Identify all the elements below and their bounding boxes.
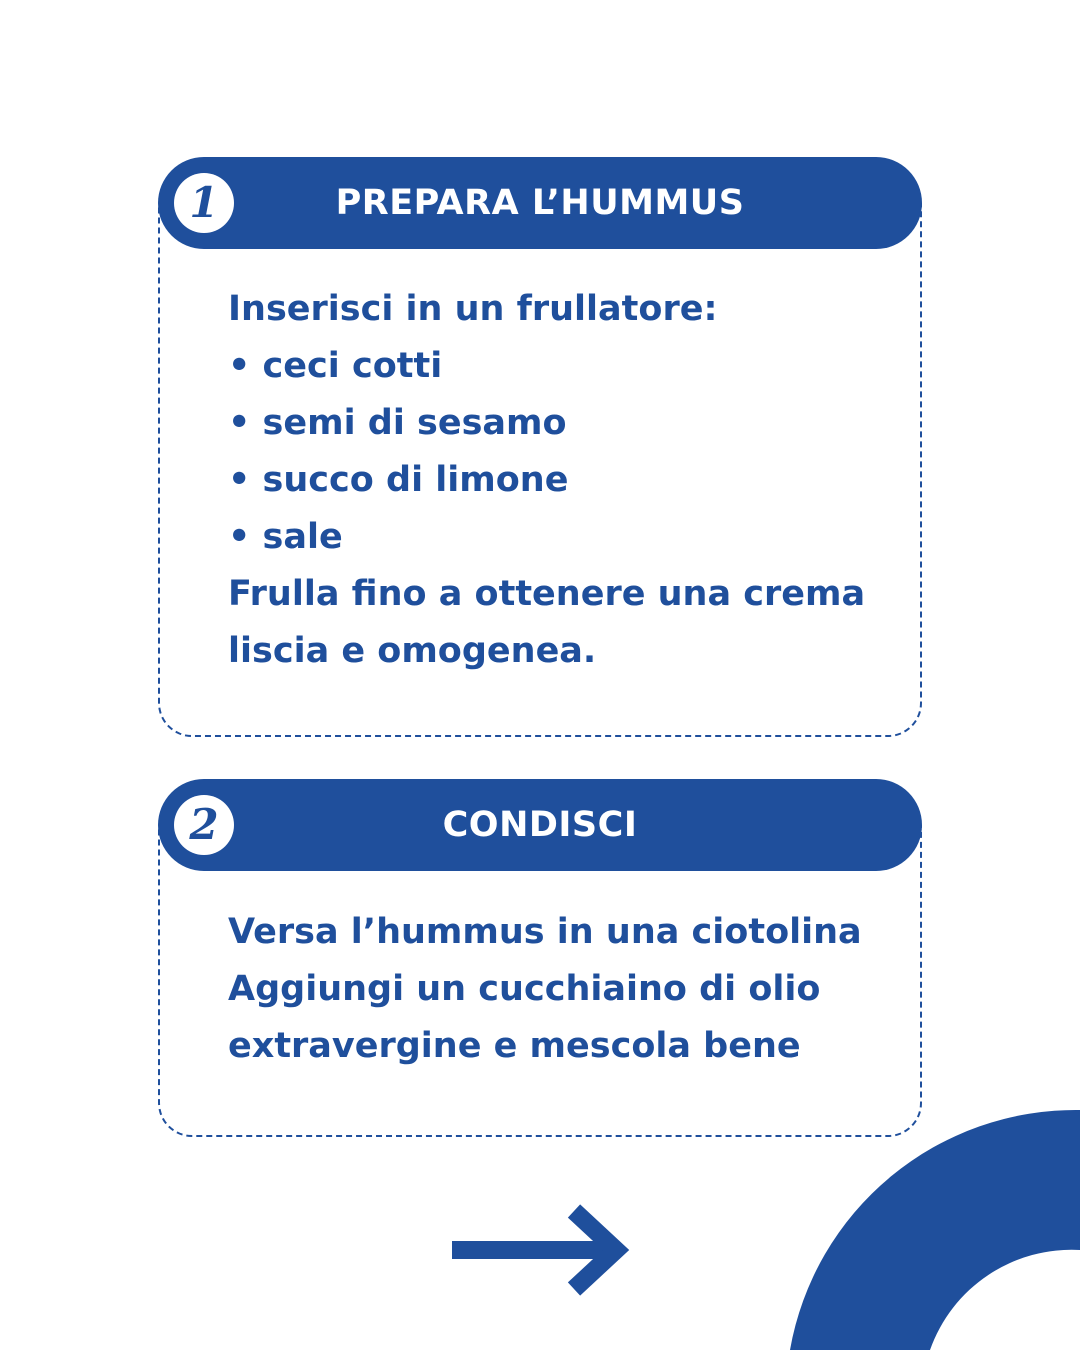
instruction-line: Versa l’hummus in una ciotolina — [228, 912, 862, 952]
instruction-line: Aggiungi un cucchiaino di olio — [228, 969, 821, 1009]
step-title: CONDISCI — [442, 805, 638, 845]
instruction-line: extravergine e mescola bene — [228, 1026, 801, 1066]
arrow-right-icon[interactable] — [452, 1203, 632, 1299]
step-card-2 — [158, 779, 922, 1137]
step-title: PREPARA L’HUMMUS — [335, 183, 745, 223]
ingredient-item: • succo di limone — [228, 460, 569, 500]
instruction-line: Frulla fino a ottenere una crema — [228, 574, 866, 614]
quarter-ring-decoration — [790, 1108, 1080, 1350]
step-instructions — [228, 904, 882, 1075]
instruction-line: liscia e omogenea. — [228, 631, 597, 671]
ingredient-item: • semi di sesamo — [228, 403, 567, 443]
ingredient-item: • sale — [228, 517, 343, 557]
step-number-badge: 1 — [174, 173, 234, 233]
step-card-1 — [158, 157, 922, 737]
instruction-line: Inserisci in un frullatore: — [228, 289, 718, 329]
ingredient-item: • ceci cotti — [228, 346, 443, 386]
step-instructions — [228, 281, 882, 680]
step-header-2 — [158, 779, 922, 871]
step-number-badge: 2 — [174, 795, 234, 855]
step-header-1 — [158, 157, 922, 249]
